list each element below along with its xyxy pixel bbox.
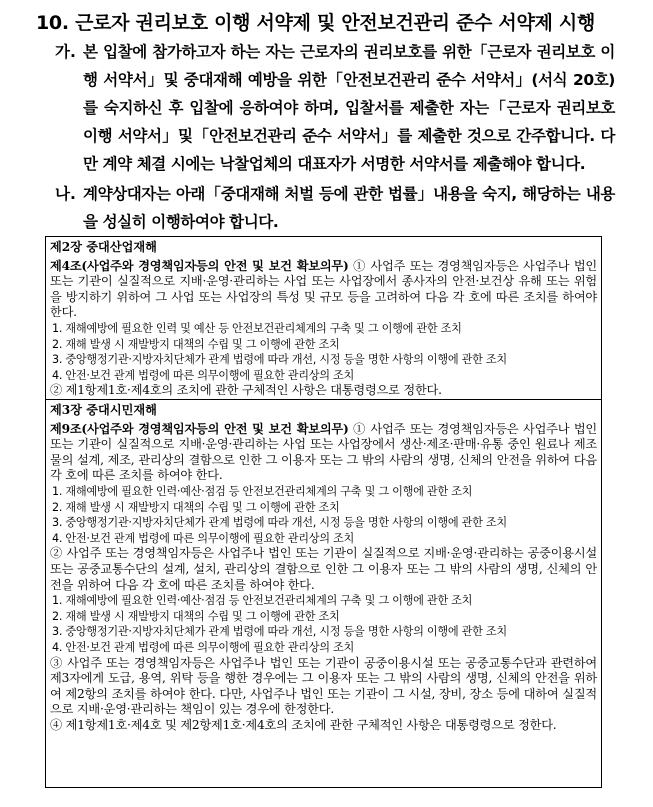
list-item: 3. 중앙행정기관·지방자치단체가 관계 법령에 따라 개선, 시정 등을 명한 사항의 이행에 관한 조치 — [52, 625, 507, 639]
article-text: ① 사업주 또는 경영책임자등은 사업주나 법인 또는 기관이 실질적으로 지배·운영·관리하는 사업 또는 사업장에서 종사자의 안전·보건상 유해 또는 위험을 방지하기 위하여 그 사업 또는 사업장의 특성 및 규모 등을 고려하여 다음 각 호에 따른 조치를 하여야 한다. — [50, 258, 597, 320]
list-item: 3. 중앙행정기관·지방자치단체가 관계 법령에 따라 개선, 시정 등을 명한 사항의 이행에 관한 조치 — [52, 516, 507, 530]
list-item: 4. 안전·보건 관계 법령에 따른 의무이행에 필요한 관리상의 조치 — [52, 531, 355, 545]
article-clause: ② 제1항제1호·제4호의 조치에 관한 구체적인 사항은 대통령령으로 정한다. — [50, 383, 442, 398]
paragraph-marker: 가. — [55, 43, 76, 61]
list-item: 2. 재해 발생 시 재발방지 대책의 수립 및 그 이행에 관한 조치 — [52, 337, 340, 351]
article-heading: 제4조(사업주와 경영책임자등의 안전 및 보건 확보의무) — [50, 258, 349, 273]
article-text: ① 사업주 또는 경영책임자등은 사업주나 법인 또는 기관이 실질적으로 지배·운영·관리하는 사업 또는 사업장에서 생산·제조·판매·유통 중인 원료나 제조물의 설계, 제조, 관리상의 결함으로 인한 그 이용자 또는 그 밖의 사람의 생명, 신체의 안전을 위하여 다음 각 호에 따른 조치를 하여야 한다. — [50, 421, 597, 483]
article-9 — [50, 422, 597, 484]
list-item: 1. 재해예방에 필요한 인력·예산·점검 등 안전보건관리체계의 구축 및 그 이행에 관한 조치 — [52, 484, 473, 498]
list-item: 4. 안전·보건 관계 법령에 따른 의무이행에 필요한 관리상의 조치 — [52, 640, 355, 654]
list-item: 1. 재해예방에 필요한 인력 및 예산 등 안전보건관리체계의 구축 및 그 이행에 관한 조치 — [52, 321, 462, 335]
article-clause: ③ 사업주 또는 경영책임자등은 사업주나 법인 또는 기관이 공중이용시설 또는 공중교통수단과 관련하여 제3자에게 도급, 용역, 위탁 등을 행한 경우에는 그 이용자 또는 그 밖의 사람의 생명, 신체의 안전을 위하여 제2항의 조치를 하여야 한다. 다만, 사업주나 법인 또는 기관이 그 시설, 장비, 장소 등에 대하여 실질적으로 지배·운영·관리하는 책임이 있는 경우에 한정한다. — [50, 655, 597, 717]
paragraph-marker: 나. — [55, 185, 76, 203]
article-4 — [50, 259, 597, 321]
article-heading: 제9조(사업주와 경영책임자등의 안전 및 보건 확보의무) — [50, 421, 349, 436]
list-item: 3. 중앙행정기관·지방자치단체가 관계 법령에 따라 개선, 시정 등을 명한 사항의 이행에 관한 조치 — [52, 353, 507, 367]
list-item: 2. 재해 발생 시 재발방지 대책의 수립 및 그 이행에 관한 조치 — [52, 500, 340, 514]
list-item: 2. 재해 발생 시 재발방지 대책의 수립 및 그 이행에 관한 조치 — [52, 609, 340, 623]
paragraph-ga — [55, 38, 615, 178]
paragraph-text: 본 입찰에 참가하고자 하는 자는 근로자의 권리보호를 위한「근로자 권리보호 이행 서약서」및 중대재해 예방을 위한「안전보건관리 준수 서약서」(서식 20호)를 숙지하신 후 입찰에 응하여야 하며, 입찰서를 제출한 자는「근로자 권리보호 이행 서약서」및「안전보건관리 준수 서약서」를 제출한 것으로 간주합니다. 다만 계약 체결 시에는 낙찰업체의 대표자가 서명한 서약서를 제출해야 합니다. — [83, 43, 615, 173]
law-excerpt-box-chapter2 — [45, 236, 602, 400]
chapter-heading: 제2장 중대산업재해 — [50, 240, 157, 254]
law-excerpt-box-chapter3 — [45, 400, 602, 788]
section-title: 10. 근로자 권리보호 이행 서약제 및 안전보건관리 준수 서약제 시행 — [36, 12, 595, 34]
chapter-heading: 제3장 중대시민재해 — [50, 403, 157, 417]
paragraph-text: 계약상대자는 아래「중대재해 처벌 등에 관한 법률」내용을 숙지, 해당하는 내용을 성실히 이행하여야 합니다. — [83, 185, 615, 231]
list-item: 1. 재해예방에 필요한 인력·예산·점검 등 안전보건관리체계의 구축 및 그 이행에 관한 조치 — [52, 594, 473, 608]
article-clause: ② 사업주 또는 경영책임자등은 사업주나 법인 또는 기관이 실질적으로 지배·운영·관리하는 공중이용시설 또는 공중교통수단의 설계, 설치, 관리상의 결함으로 인한 그 이용자 또는 그 밖의 사람의 생명, 신체의 안전을 위하여 다음 각 호에 따른 조치를 하여야 한다. — [50, 546, 597, 592]
paragraph-na — [55, 180, 615, 236]
list-item: 4. 안전·보건 관계 법령에 따른 의무이행에 필요한 관리상의 조치 — [52, 368, 355, 382]
article-clause: ④ 제1항제1호·제4호 및 제2항제1호·제4호의 조치에 관한 구체적인 사항은 대통령령으로 정한다. — [50, 717, 557, 732]
